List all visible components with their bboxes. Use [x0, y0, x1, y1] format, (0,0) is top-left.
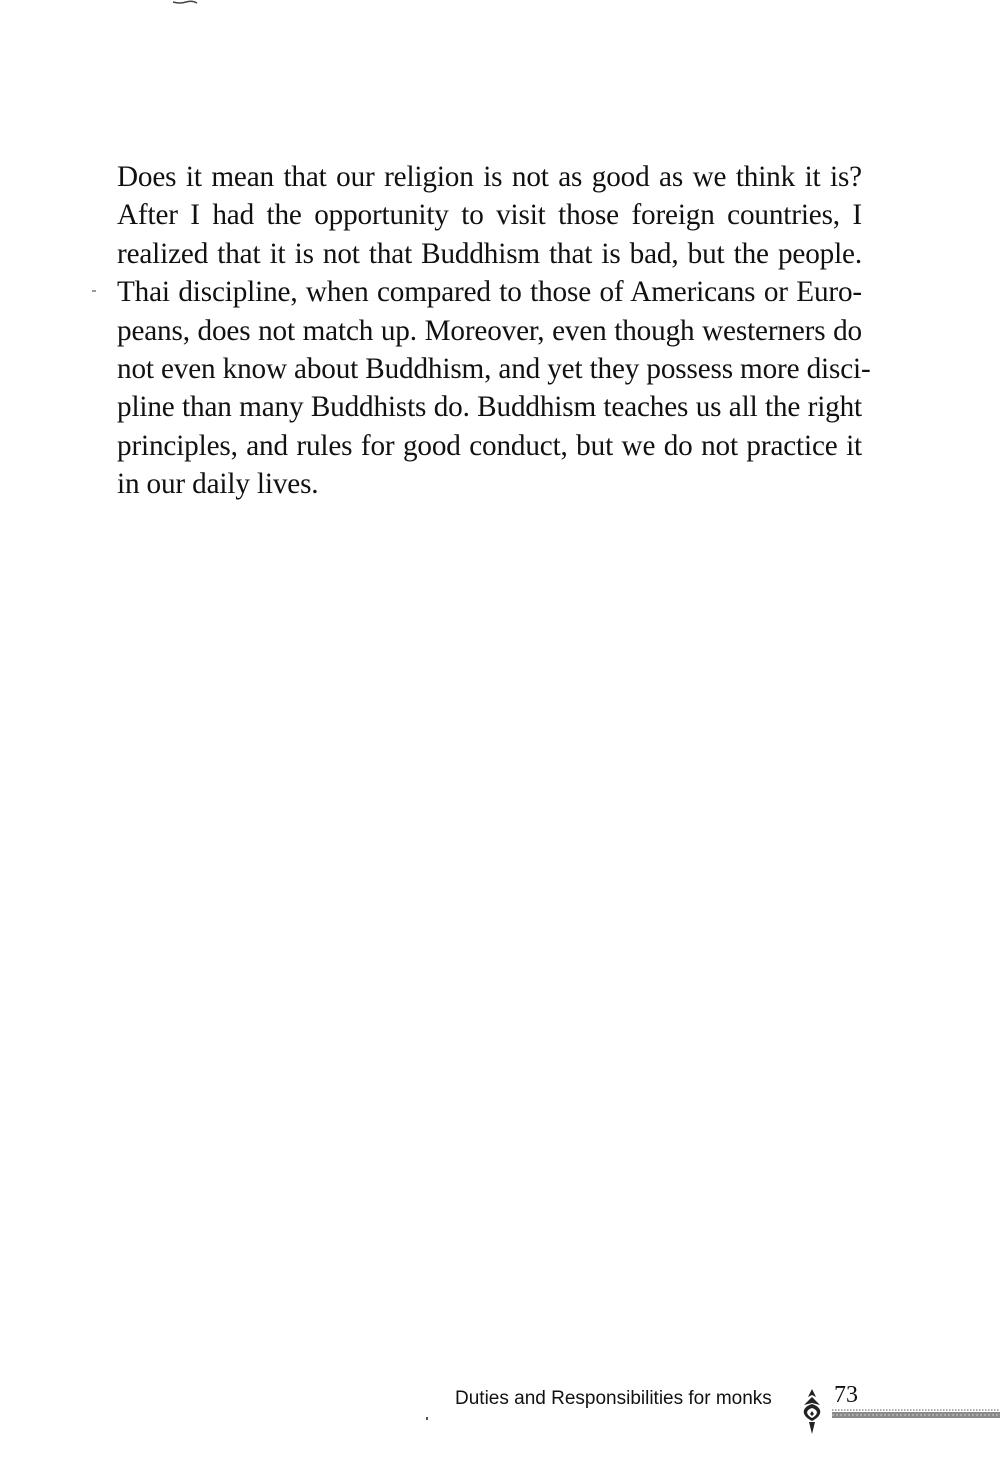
- paragraph-line: not even know about Buddhism, and yet they possess more disci-: [117, 353, 871, 386]
- paragraph-line: realized that it is not that Buddhism that is bad, but the people.: [117, 237, 862, 270]
- page-footer: [420, 1382, 1000, 1452]
- scan-speck: [92, 290, 96, 292]
- scan-artifact-mark: [172, 0, 198, 5]
- running-footer-title: Duties and Responsibilities for monks: [455, 1388, 772, 1409]
- body-paragraph: [117, 158, 897, 504]
- paragraph-line: pline than many Buddhists do. Buddhism teaches us all the right: [117, 391, 862, 424]
- paragraph-line: Does it mean that our religion is not as good as we think it is?: [117, 161, 862, 193]
- page-number: 73: [834, 1382, 858, 1408]
- decorative-rule: [832, 1407, 1000, 1419]
- paragraph-line: principles, and rules for good conduct, but we do not practice it: [117, 429, 862, 462]
- paragraph-line: Thai discipline, when compared to those of Americans or Euro-: [117, 276, 862, 309]
- scan-speck: [426, 1417, 428, 1420]
- paragraph-line: peans, does not match up. Moreover, even though westerners do: [117, 314, 862, 347]
- lotus-ornament-icon: [797, 1389, 827, 1435]
- paragraph-line: After I had the opportunity to visit those foreign countries, I: [117, 199, 862, 232]
- paragraph-line: in our daily lives.: [117, 468, 319, 501]
